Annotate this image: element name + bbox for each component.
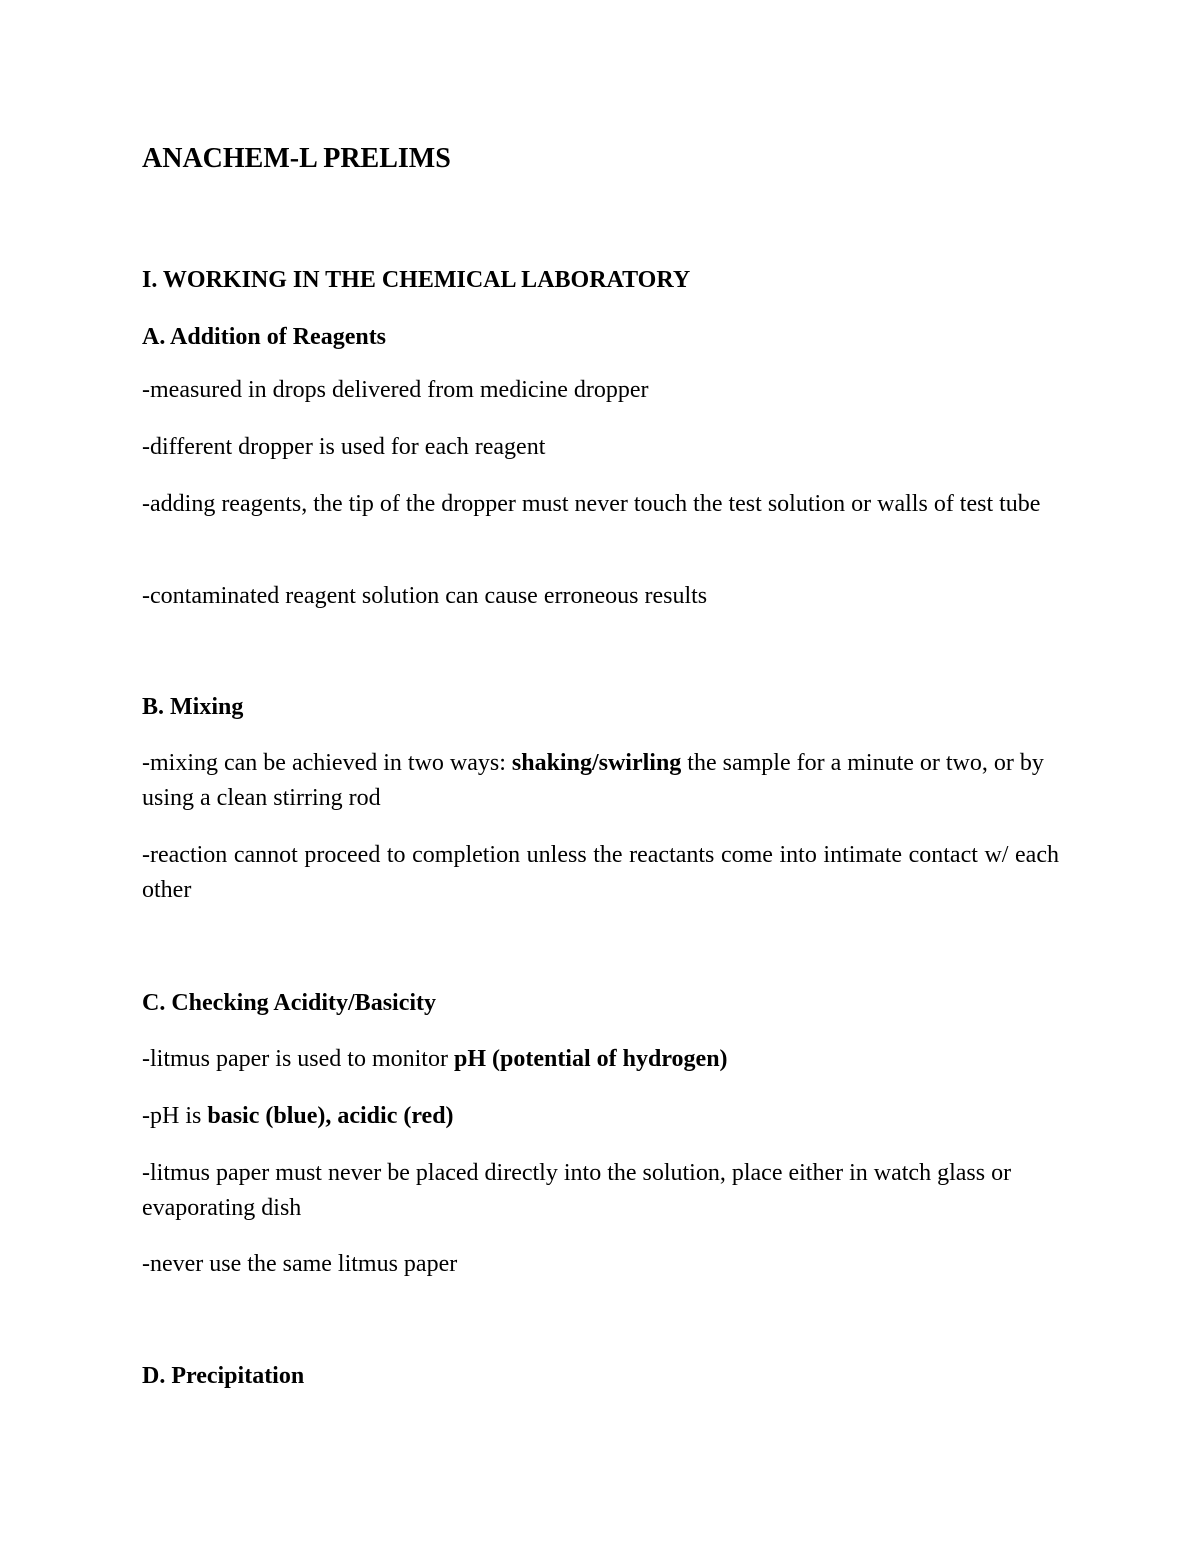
section-a-item-3: -adding reagents, the tip of the dropper must never touch the test solution or walls of test tube	[142, 491, 1041, 517]
chapter-heading: I. WORKING IN THE CHEMICAL LABORATORY	[142, 267, 691, 293]
section-c-item-1	[142, 1042, 1059, 1077]
section-b-item-1-rest: the sample for a minute or two, or by using a clean stirring rod	[142, 750, 1044, 811]
section-c-item-1-emphasis: pH (potential of hydrogen)	[453, 1046, 728, 1072]
section-c-item-1-text: -litmus paper is used to monitor	[142, 1046, 454, 1072]
section-b-item-1-text: -mixing can be achieved in two ways:	[142, 750, 512, 776]
section-d-heading: D. Precipitation	[142, 1363, 305, 1389]
section-a-item-2: -different dropper is used for each reagent	[142, 434, 546, 460]
section-a-item-4: -contaminated reagent solution can cause erroneous results	[142, 583, 708, 609]
document-title: ANACHEM-L PRELIMS	[142, 143, 451, 174]
section-c-item-2	[142, 1099, 1059, 1134]
section-b-heading: B. Mixing	[142, 694, 244, 720]
section-c-item-2-emphasis: basic (blue), acidic (red)	[207, 1103, 454, 1129]
section-c-item-4: -never use the same litmus paper	[142, 1251, 458, 1277]
section-b-item-1-emphasis: shaking/swirling	[511, 750, 682, 776]
section-c-item-2-text: -pH is	[142, 1103, 208, 1129]
section-b-item-1	[142, 746, 1059, 816]
section-b-item-2: -reaction cannot proceed to completion unless the reactants come into intimate contact w/ each other	[142, 842, 1059, 903]
section-a-heading: A. Addition of Reagents	[142, 324, 387, 350]
section-c-heading: C. Checking Acidity/Basicity	[142, 990, 437, 1016]
section-a-item-1: -measured in drops delivered from medicine dropper	[142, 377, 649, 403]
section-c-item-3: -litmus paper must never be placed directly into the solution, place either in watch glass or evaporating dish	[142, 1160, 1012, 1221]
